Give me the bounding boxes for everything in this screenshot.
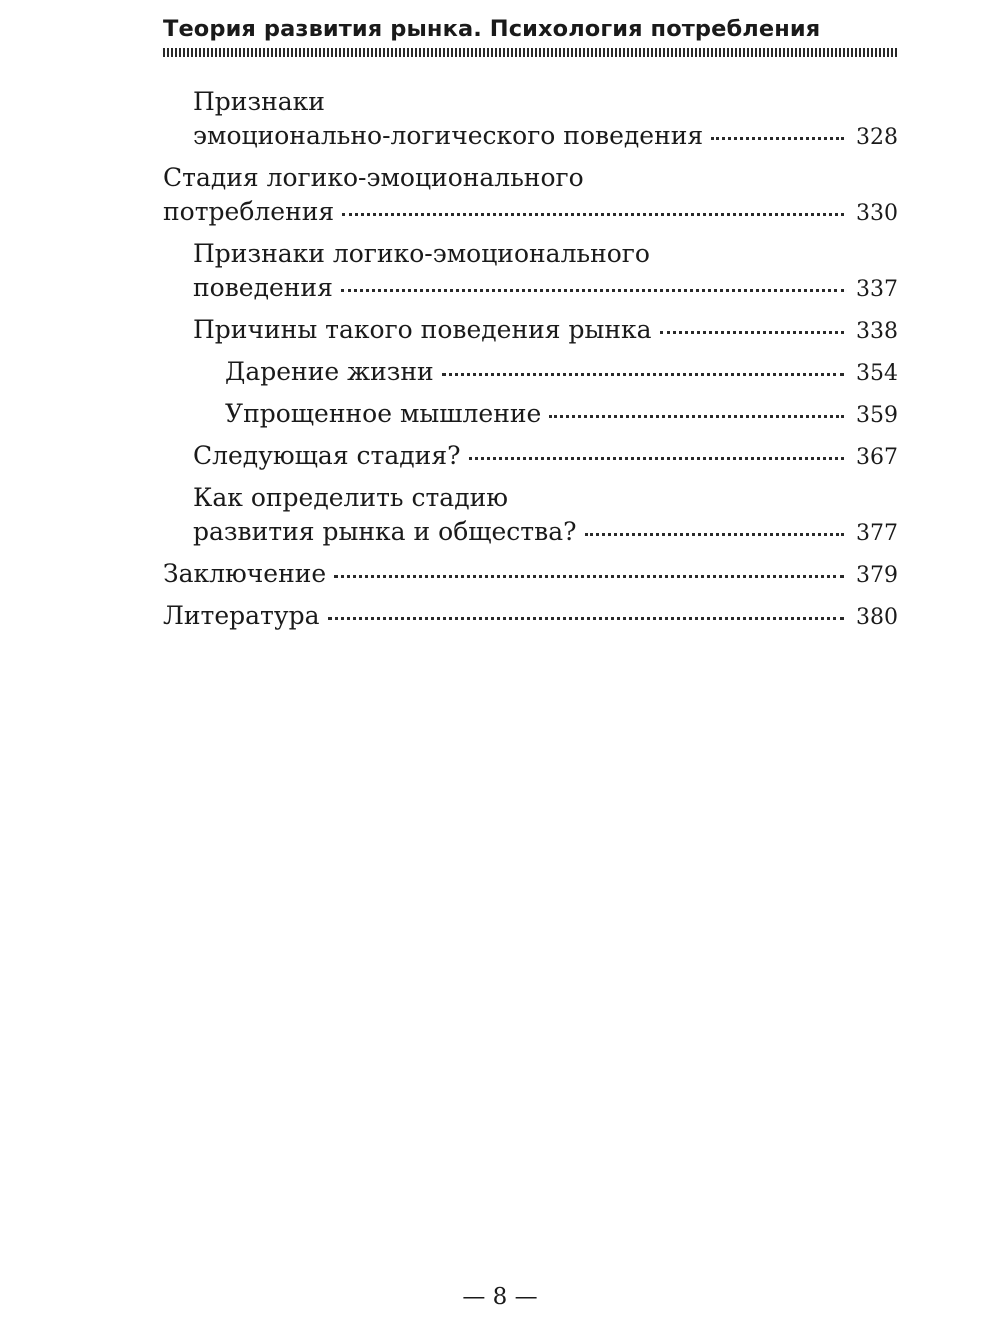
- toc-entry-title-line: Дарение жизни: [225, 357, 434, 386]
- toc-page-number: 377: [856, 521, 898, 546]
- toc-entry[interactable]: [163, 86, 898, 152]
- dot-leader: [711, 137, 844, 140]
- toc-entry[interactable]: [163, 440, 898, 472]
- toc-entry[interactable]: [163, 558, 898, 590]
- toc-page-number: 379: [856, 563, 898, 588]
- dot-leader: [342, 213, 844, 216]
- toc-entry[interactable]: [163, 356, 898, 388]
- running-header-title: Теория развития рынка. Психология потребления: [163, 16, 821, 42]
- footer-dash-right: —: [514, 1284, 538, 1310]
- toc-entry-title-line: Как определить стадию: [193, 483, 509, 512]
- table-of-contents: [163, 86, 898, 642]
- toc-entry[interactable]: [163, 238, 898, 304]
- toc-entry-title-line: потребления: [163, 197, 335, 226]
- toc-entry[interactable]: [163, 398, 898, 430]
- toc-entry-title-line: Литература: [163, 601, 320, 630]
- toc-entry-title-line: Упрощенное мышление: [225, 399, 542, 428]
- toc-entry-title-line: эмоционально-логического поведения: [193, 121, 704, 150]
- toc-page-number: 354: [856, 361, 898, 386]
- toc-entry[interactable]: [163, 162, 898, 228]
- toc-entry[interactable]: [163, 314, 898, 346]
- footer-dash-left: —: [462, 1284, 486, 1310]
- toc-entry-title-line: Следующая стадия?: [193, 441, 461, 470]
- toc-page-number: 338: [856, 319, 898, 344]
- dot-leader: [660, 331, 844, 334]
- toc-entry-title-line: Признаки: [193, 87, 325, 116]
- toc-page-number: 330: [856, 201, 898, 226]
- toc-entry-title-line: Признаки логико-эмоционального: [193, 239, 650, 268]
- dot-leader: [442, 373, 844, 376]
- toc-entry-title-line: развития рынка и общества?: [193, 517, 577, 546]
- toc-page-number: 328: [856, 125, 898, 150]
- header-dotted-rule: [163, 48, 898, 57]
- dot-leader: [549, 415, 844, 418]
- toc-entry-title-line: Заключение: [163, 559, 327, 588]
- running-header: [163, 14, 898, 57]
- toc-entry[interactable]: [163, 482, 898, 548]
- toc-entry-title-line: поведения: [193, 273, 333, 302]
- toc-page-number: 367: [856, 445, 898, 470]
- dot-leader: [341, 289, 844, 292]
- dot-leader: [469, 457, 844, 460]
- page-footer: [0, 1284, 1000, 1310]
- dot-leader: [328, 617, 844, 620]
- toc-page-number: 380: [856, 605, 898, 630]
- dot-leader: [334, 575, 844, 578]
- dot-leader: [585, 533, 845, 536]
- page-number: 8: [492, 1284, 508, 1310]
- toc-page-number: 337: [856, 277, 898, 302]
- toc-page-number: 359: [856, 403, 898, 428]
- toc-entry-title-line: Стадия логико-эмоционального: [163, 163, 584, 192]
- toc-entry-title-line: Причины такого поведения рынка: [193, 315, 652, 344]
- toc-entry[interactable]: [163, 600, 898, 632]
